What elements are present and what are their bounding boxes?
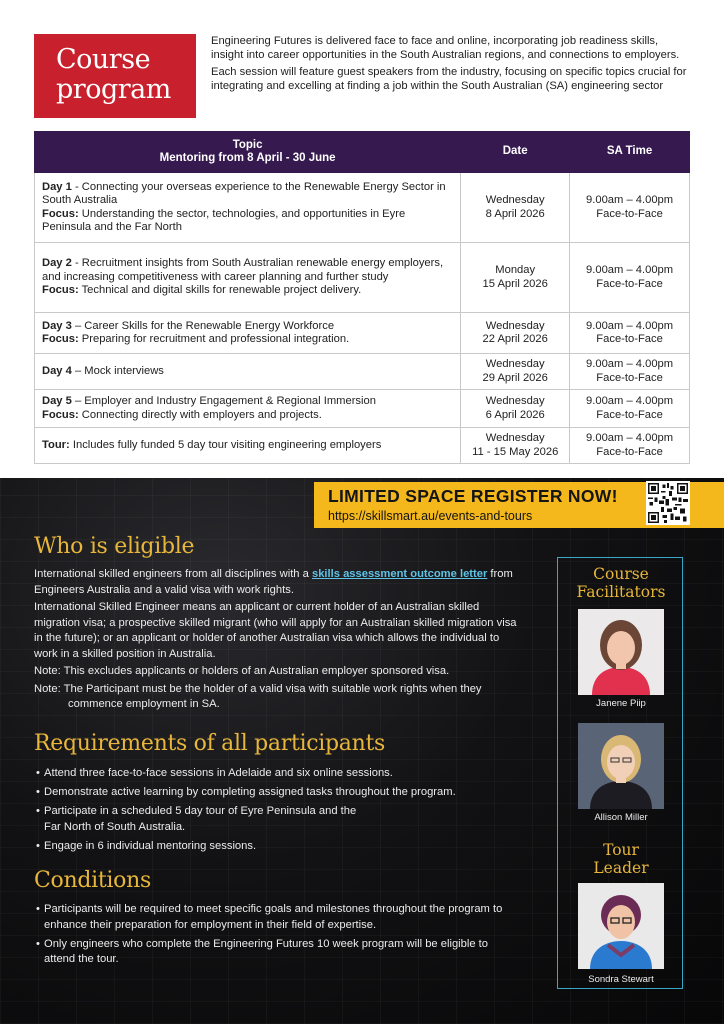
facilitators-heading: Course Facilitators — [576, 565, 666, 601]
topic-cell: Day 2 - Recruitment insights from South Australian renewable energy employers, and increasing competitiveness with career planning and further study Focus: Technical and digital skills for renewable project delivery. — [35, 243, 461, 313]
eligible-paragraph-1: International skilled engineers from all disciplines with a skills assessment outcome letter from Engineers Australia and a valid visa with work rights. — [34, 568, 513, 596]
tour-leader-heading: Tour Leader — [593, 841, 649, 877]
topic-cell: Day 5 – Employer and Industry Engagement & Regional Immersion Focus: Connecting directly with employers and projects. — [35, 390, 461, 428]
list-item: • Only engineers who complete the Engineering Futures 10 week program will be eligible to attend the tour. — [36, 937, 506, 968]
time-cell: 9.00am – 4.00pm Face-to-Face — [570, 428, 690, 464]
tour-leader-name: Sondra Stewart — [588, 974, 654, 985]
eligible-note-2: Note: The Participant must be the holder of a valid visa with suitable work rights when they commence employment in SA. — [34, 682, 482, 710]
qr-code-icon[interactable] — [646, 481, 690, 525]
table-row — [35, 390, 690, 428]
date-cell: Wednesday 8 April 2026 — [461, 173, 570, 243]
date-cell: Wednesday 22 April 2026 — [461, 313, 570, 354]
intro-text — [211, 34, 689, 96]
requirements-list — [36, 766, 516, 858]
header-date: Date — [461, 132, 570, 173]
table-row — [35, 173, 690, 243]
time-cell: 9.00am – 4.00pm Face-to-Face — [570, 354, 690, 390]
topic-cell: Tour: Includes fully funded 5 day tour visiting engineering employers — [35, 428, 461, 464]
avatar-allison — [578, 723, 664, 809]
conditions-heading: Conditions — [34, 868, 151, 893]
date-cell: Monday 15 April 2026 — [461, 243, 570, 313]
list-item: • Engage in 6 individual mentoring sessions. — [36, 839, 516, 855]
facilitators-sidebar — [557, 557, 683, 989]
time-cell: 9.00am – 4.00pm Face-to-Face — [570, 243, 690, 313]
register-banner-title[interactable]: LIMITED SPACE REGISTER NOW! — [328, 486, 618, 506]
title-line-2: program — [56, 74, 171, 105]
list-item: • Attend three face-to-face sessions in Adelaide and six online sessions. — [36, 766, 516, 782]
table-header-row — [35, 132, 690, 173]
time-cell: 9.00am – 4.00pm Face-to-Face — [570, 173, 690, 243]
facilitator-name-2: Allison Miller — [594, 812, 648, 823]
list-item: • Demonstrate active learning by completing assigned tasks throughout the program. — [36, 785, 516, 801]
skills-assessment-link[interactable]: skills assessment outcome letter — [311, 568, 488, 580]
topic-cell: Day 3 – Career Skills for the Renewable Energy Workforce Focus: Preparing for recruitment and professional integration. — [35, 313, 461, 354]
table-row — [35, 354, 690, 390]
course-program-title — [34, 34, 196, 118]
title-line-1: Course — [56, 44, 151, 75]
topic-cell: Day 1 - Connecting your overseas experience to the Renewable Energy Sector in South Australia Focus: Understanding the sector, technologies, and opportunities in Eyre Peninsula and the Far North — [35, 173, 461, 243]
register-link[interactable]: https://skillsmart.au/events-and-tours — [328, 509, 533, 523]
course-schedule-table — [34, 131, 690, 464]
time-cell: 9.00am – 4.00pm Face-to-Face — [570, 313, 690, 354]
facilitator-name-1: Janene Piip — [596, 698, 646, 709]
table-row — [35, 243, 690, 313]
topic-cell: Day 4 – Mock interviews — [35, 354, 461, 390]
requirements-heading: Requirements of all participants — [34, 731, 385, 756]
header-topic: Topic Mentoring from 8 April - 30 June — [35, 132, 461, 173]
intro-paragraph-1: Engineering Futures is delivered face to face and online, incorporating job readiness skills, insight into career opportunities in the South Australian regions, and connections to employers. — [211, 35, 680, 61]
avatar-janene — [578, 609, 664, 695]
list-item: • Participate in a scheduled 5 day tour of Eyre Peninsula and the Far North of South Australia. — [36, 804, 376, 835]
eligible-heading: Who is eligible — [34, 534, 195, 559]
conditions-list — [36, 902, 506, 971]
eligible-paragraph-2: International Skilled Engineer means an applicant or current holder of an Australian skilled migration visa; a prospective skilled migrant (who will apply for an Australian skilled migration visa in the future); or an applicant or holder of another Australian visa which allows the individual to work in a skilled position in Australia. — [34, 601, 517, 660]
intro-paragraph-2: Each session will feature guest speakers from the industry, focusing on specific topics crucial for integrating and excelling at finding a job within the South Australian (SA) engineering sector — [211, 66, 687, 92]
date-cell: Wednesday 29 April 2026 — [461, 354, 570, 390]
table-row — [35, 313, 690, 354]
date-cell: Wednesday 11 - 15 May 2026 — [461, 428, 570, 464]
date-cell: Wednesday 6 April 2026 — [461, 390, 570, 428]
eligible-text — [34, 567, 522, 715]
avatar-sondra — [578, 883, 664, 969]
eligible-note-1: Note: This excludes applicants or holders of an Australian employer sponsored visa. — [34, 665, 450, 677]
time-cell: 9.00am – 4.00pm Face-to-Face — [570, 390, 690, 428]
table-row — [35, 428, 690, 464]
list-item: • Participants will be required to meet specific goals and milestones throughout the program to enhance their preparation for employment in their field of expertise. — [36, 902, 506, 933]
header-time: SA Time — [570, 132, 690, 173]
